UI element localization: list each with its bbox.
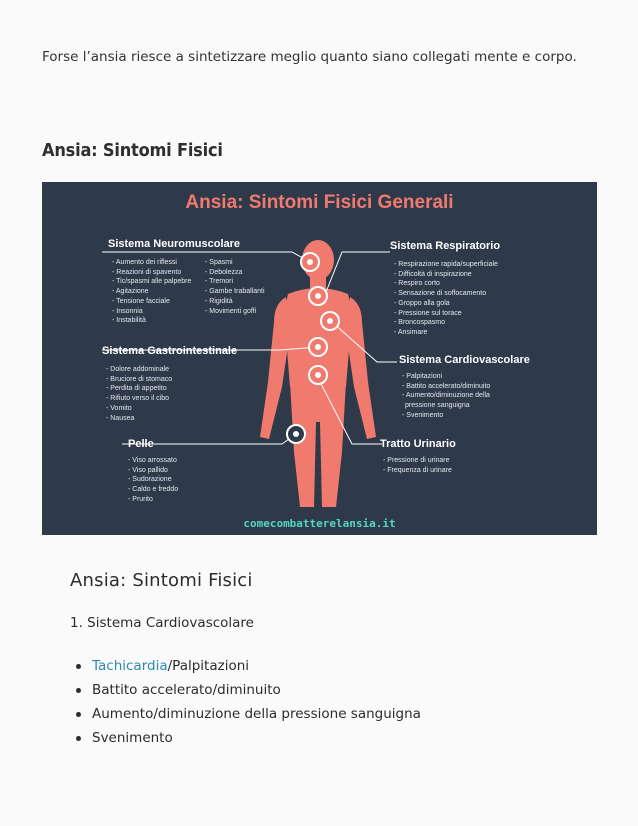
group-list-urinario: - Pressione di urinare - Frequenza di urinare xyxy=(383,457,452,474)
infographic-footer: comecombatterelansia.it xyxy=(243,517,396,530)
group-title-neuromuscolare: Sistema Neuromuscolare xyxy=(108,238,241,250)
infographic-title: Ansia: Sintomi Fisici Generali xyxy=(185,192,454,213)
group-list-neuromuscolare-col1: - Aumento dei riflessi - Reazioni di spavento - Tic/spasmi alle palpebre - Agitazione - Tensione facciale - Insonnia - Instabilità xyxy=(112,259,192,325)
subsection-title: Ansia: Sintomi Fisici xyxy=(70,570,253,591)
list-item xyxy=(72,678,421,702)
group-title-pelle: Pelle xyxy=(128,438,154,450)
tachicardia-link[interactable]: Tachicardia xyxy=(92,658,168,674)
list-item xyxy=(72,726,421,750)
item-heading: 1. Sistema Cardiovascolare xyxy=(70,615,254,631)
list-item-text: Svenimento xyxy=(92,730,173,746)
group-title-urinario: Tratto Urinario xyxy=(380,438,456,450)
list-item xyxy=(72,654,421,678)
group-list-cardiovascolare: - Palpitazioni - Battito accelerato/diminuito - Aumento/diminuzione della pressione sanguigna - Svenimento xyxy=(402,373,491,419)
group-title-cardiovascolare: Sistema Cardiovascolare xyxy=(399,354,530,366)
group-list-gastrointestinale: - Dolore addominale - Bruciore di stomaco - Perdita di appetito - Rifiuto verso il cibo - Vomito - Nausea xyxy=(106,366,173,422)
symptom-list xyxy=(72,654,421,750)
list-item-text: Aumento/diminuzione della pressione sanguigna xyxy=(92,706,421,722)
group-list-respiratorio: - Respirazione rapida/superficiale - Difficoltà di inspirazione - Respiro corto - Sensazione di soffocamento - Groppo alla gola - Pressione sul torace - Broncospasmo - Ansimare xyxy=(394,261,498,336)
list-item xyxy=(72,702,421,726)
group-list-pelle: - Viso arrossato - Viso pallido - Sudorazione - Caldo e freddo - Prurito xyxy=(128,457,179,503)
infographic-image xyxy=(42,182,597,535)
intro-paragraph: Forse l’ansia riesce a sintetizzare meglio quanto siano collegati mente e corpo. xyxy=(42,48,577,65)
group-title-respiratorio: Sistema Respiratorio xyxy=(390,240,501,252)
group-list-neuromuscolare-col2: - Spasmi - Debolezza - Tremori - Gambe traballanti - Rigidità - Movimenti goffi xyxy=(205,259,265,315)
group-title-gastrointestinale: Sistema Gastrointestinale xyxy=(102,345,238,357)
list-item-text: /Palpitazioni xyxy=(167,658,250,674)
list-item-text: Battito accelerato/diminuito xyxy=(92,682,281,698)
section-heading: Ansia: Sintomi Fisici xyxy=(42,140,223,161)
